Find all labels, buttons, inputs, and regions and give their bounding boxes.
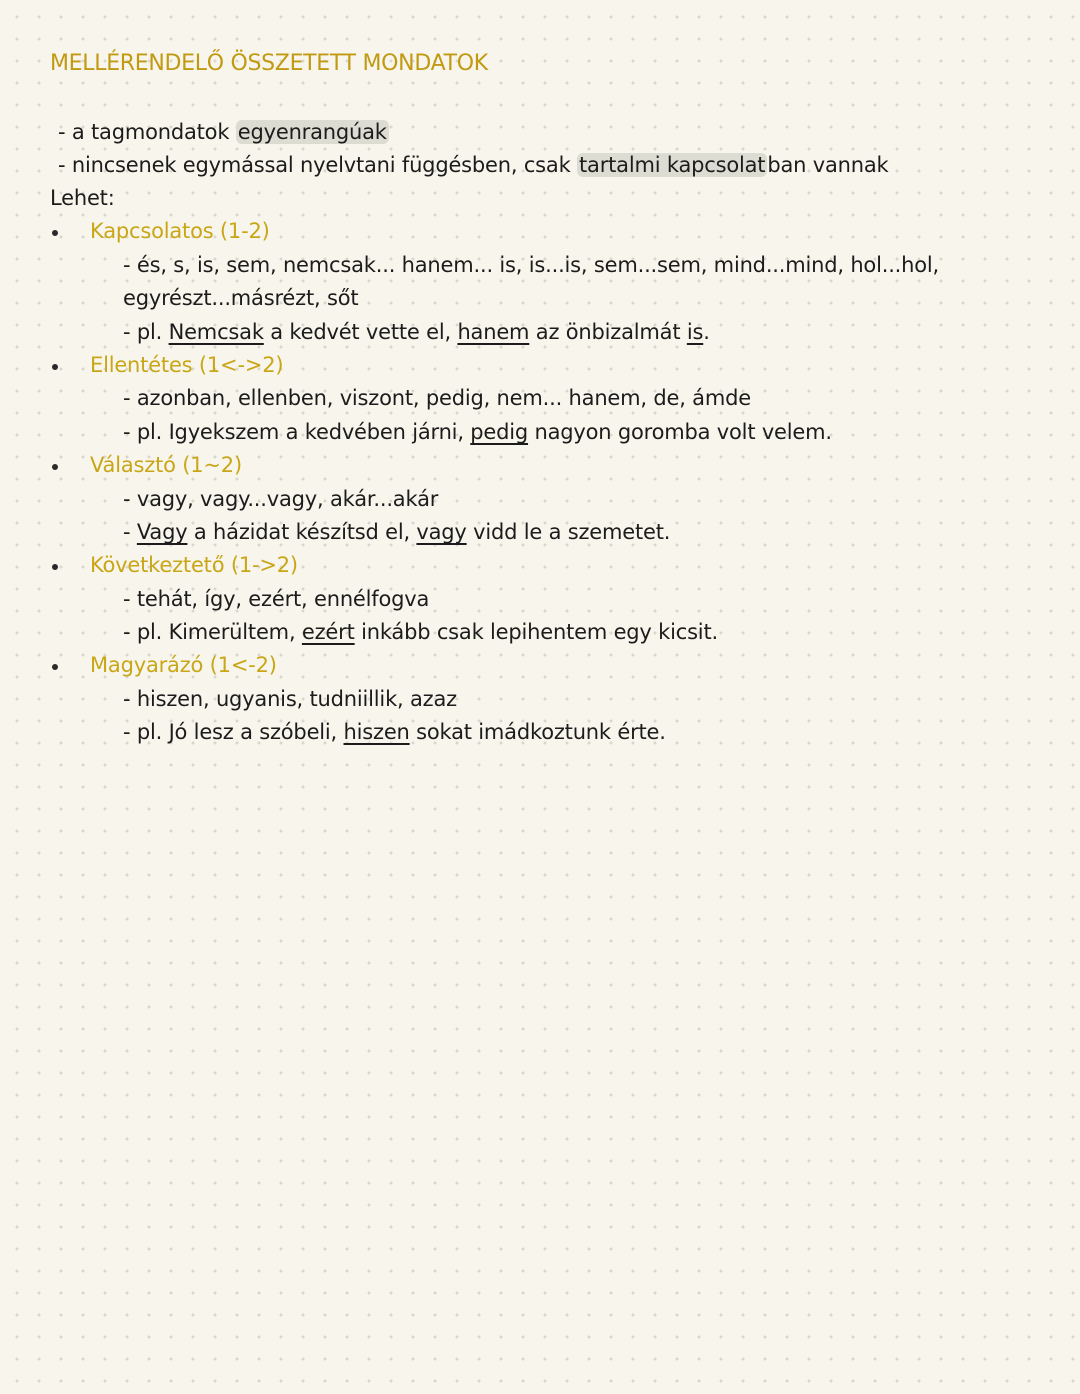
example-text: az önbizalmát	[529, 320, 687, 344]
example-text: - pl. Jó lesz a szóbeli,	[123, 720, 344, 744]
intro-line-2-end: ban vannak	[767, 153, 889, 177]
example-kapcsolatos	[123, 318, 710, 346]
page-title: MELLÉRENDELŐ ÖSSZETETT MONDATOK	[50, 51, 488, 76]
conjunctions-kapcsolatos-2: egyrészt...másrézt, sőt	[123, 286, 359, 310]
example-text: a kedvét vette el,	[263, 320, 458, 344]
lehet-label: Lehet:	[50, 186, 115, 210]
underlined-word: vagy	[416, 520, 467, 544]
example-text: - pl. Igyekszem a kedvében járni,	[123, 420, 471, 444]
section-heading-valaszto: Választó (1~2)	[90, 453, 242, 477]
underlined-word: hiszen	[343, 720, 410, 744]
underlined-word: pedig	[470, 420, 529, 444]
intro-line-1-text: - a tagmondatok	[58, 120, 236, 144]
example-text: -	[123, 520, 137, 544]
example-text: - pl. Kimerültem,	[123, 620, 302, 644]
intro-line-2	[58, 151, 888, 179]
example-text: .	[703, 320, 710, 344]
bullet-icon	[52, 564, 58, 570]
bullet-icon	[52, 230, 58, 236]
conjunctions-kovetkezteto: - tehát, így, ezért, ennélfogva	[123, 587, 430, 611]
bullet-icon	[52, 664, 58, 670]
example-ellentetes	[123, 418, 832, 446]
bullet-icon	[52, 464, 58, 470]
conjunctions-valaszto: - vagy, vagy...vagy, akár...akár	[123, 487, 439, 511]
bullet-icon	[52, 364, 58, 370]
example-text: a házidat készítsd el,	[187, 520, 417, 544]
conjunctions-magyarazo: - hiszen, ugyanis, tudniillik, azaz	[123, 687, 457, 711]
section-heading-ellentetes: Ellentétes (1<->2)	[90, 353, 284, 377]
intro-line-2-text: - nincsenek egymással nyelvtani függésben, csak	[58, 153, 578, 177]
example-text: vidd le a szemetet.	[466, 520, 671, 544]
underlined-word: Vagy	[136, 520, 188, 544]
example-text: sokat imádkoztunk érte.	[409, 720, 666, 744]
underlined-word: is	[686, 320, 704, 344]
conjunctions-ellentetes: - azonban, ellenben, viszont, pedig, nem... hanem, de, ámde	[123, 386, 751, 410]
example-valaszto	[123, 518, 670, 546]
example-text: nagyon goromba volt velem.	[528, 420, 832, 444]
section-heading-kovetkezteto: Következtető (1->2)	[90, 553, 298, 577]
highlight-tartalmi-kapcsolat: tartalmi kapcsolat	[579, 153, 766, 177]
example-kovetkezteto	[123, 618, 718, 646]
section-heading-kapcsolatos: Kapcsolatos (1-2)	[90, 219, 270, 243]
conjunctions-kapcsolatos-1: - és, s, is, sem, nemcsak... hanem... is, is...is, sem...sem, mind...mind, hol...hol,	[123, 253, 940, 277]
underlined-word: Nemcsak	[168, 320, 264, 344]
example-text: inkább csak lepihentem egy kicsit.	[354, 620, 718, 644]
example-magyarazo	[123, 718, 666, 746]
underlined-word: ezért	[301, 620, 355, 644]
highlight-egyenrangu: egyenrangúak	[237, 120, 387, 144]
intro-line-1	[58, 118, 389, 146]
section-heading-magyarazo: Magyarázó (1<-2)	[90, 653, 277, 677]
example-text: - pl.	[123, 320, 169, 344]
underlined-word: hanem	[457, 320, 530, 344]
